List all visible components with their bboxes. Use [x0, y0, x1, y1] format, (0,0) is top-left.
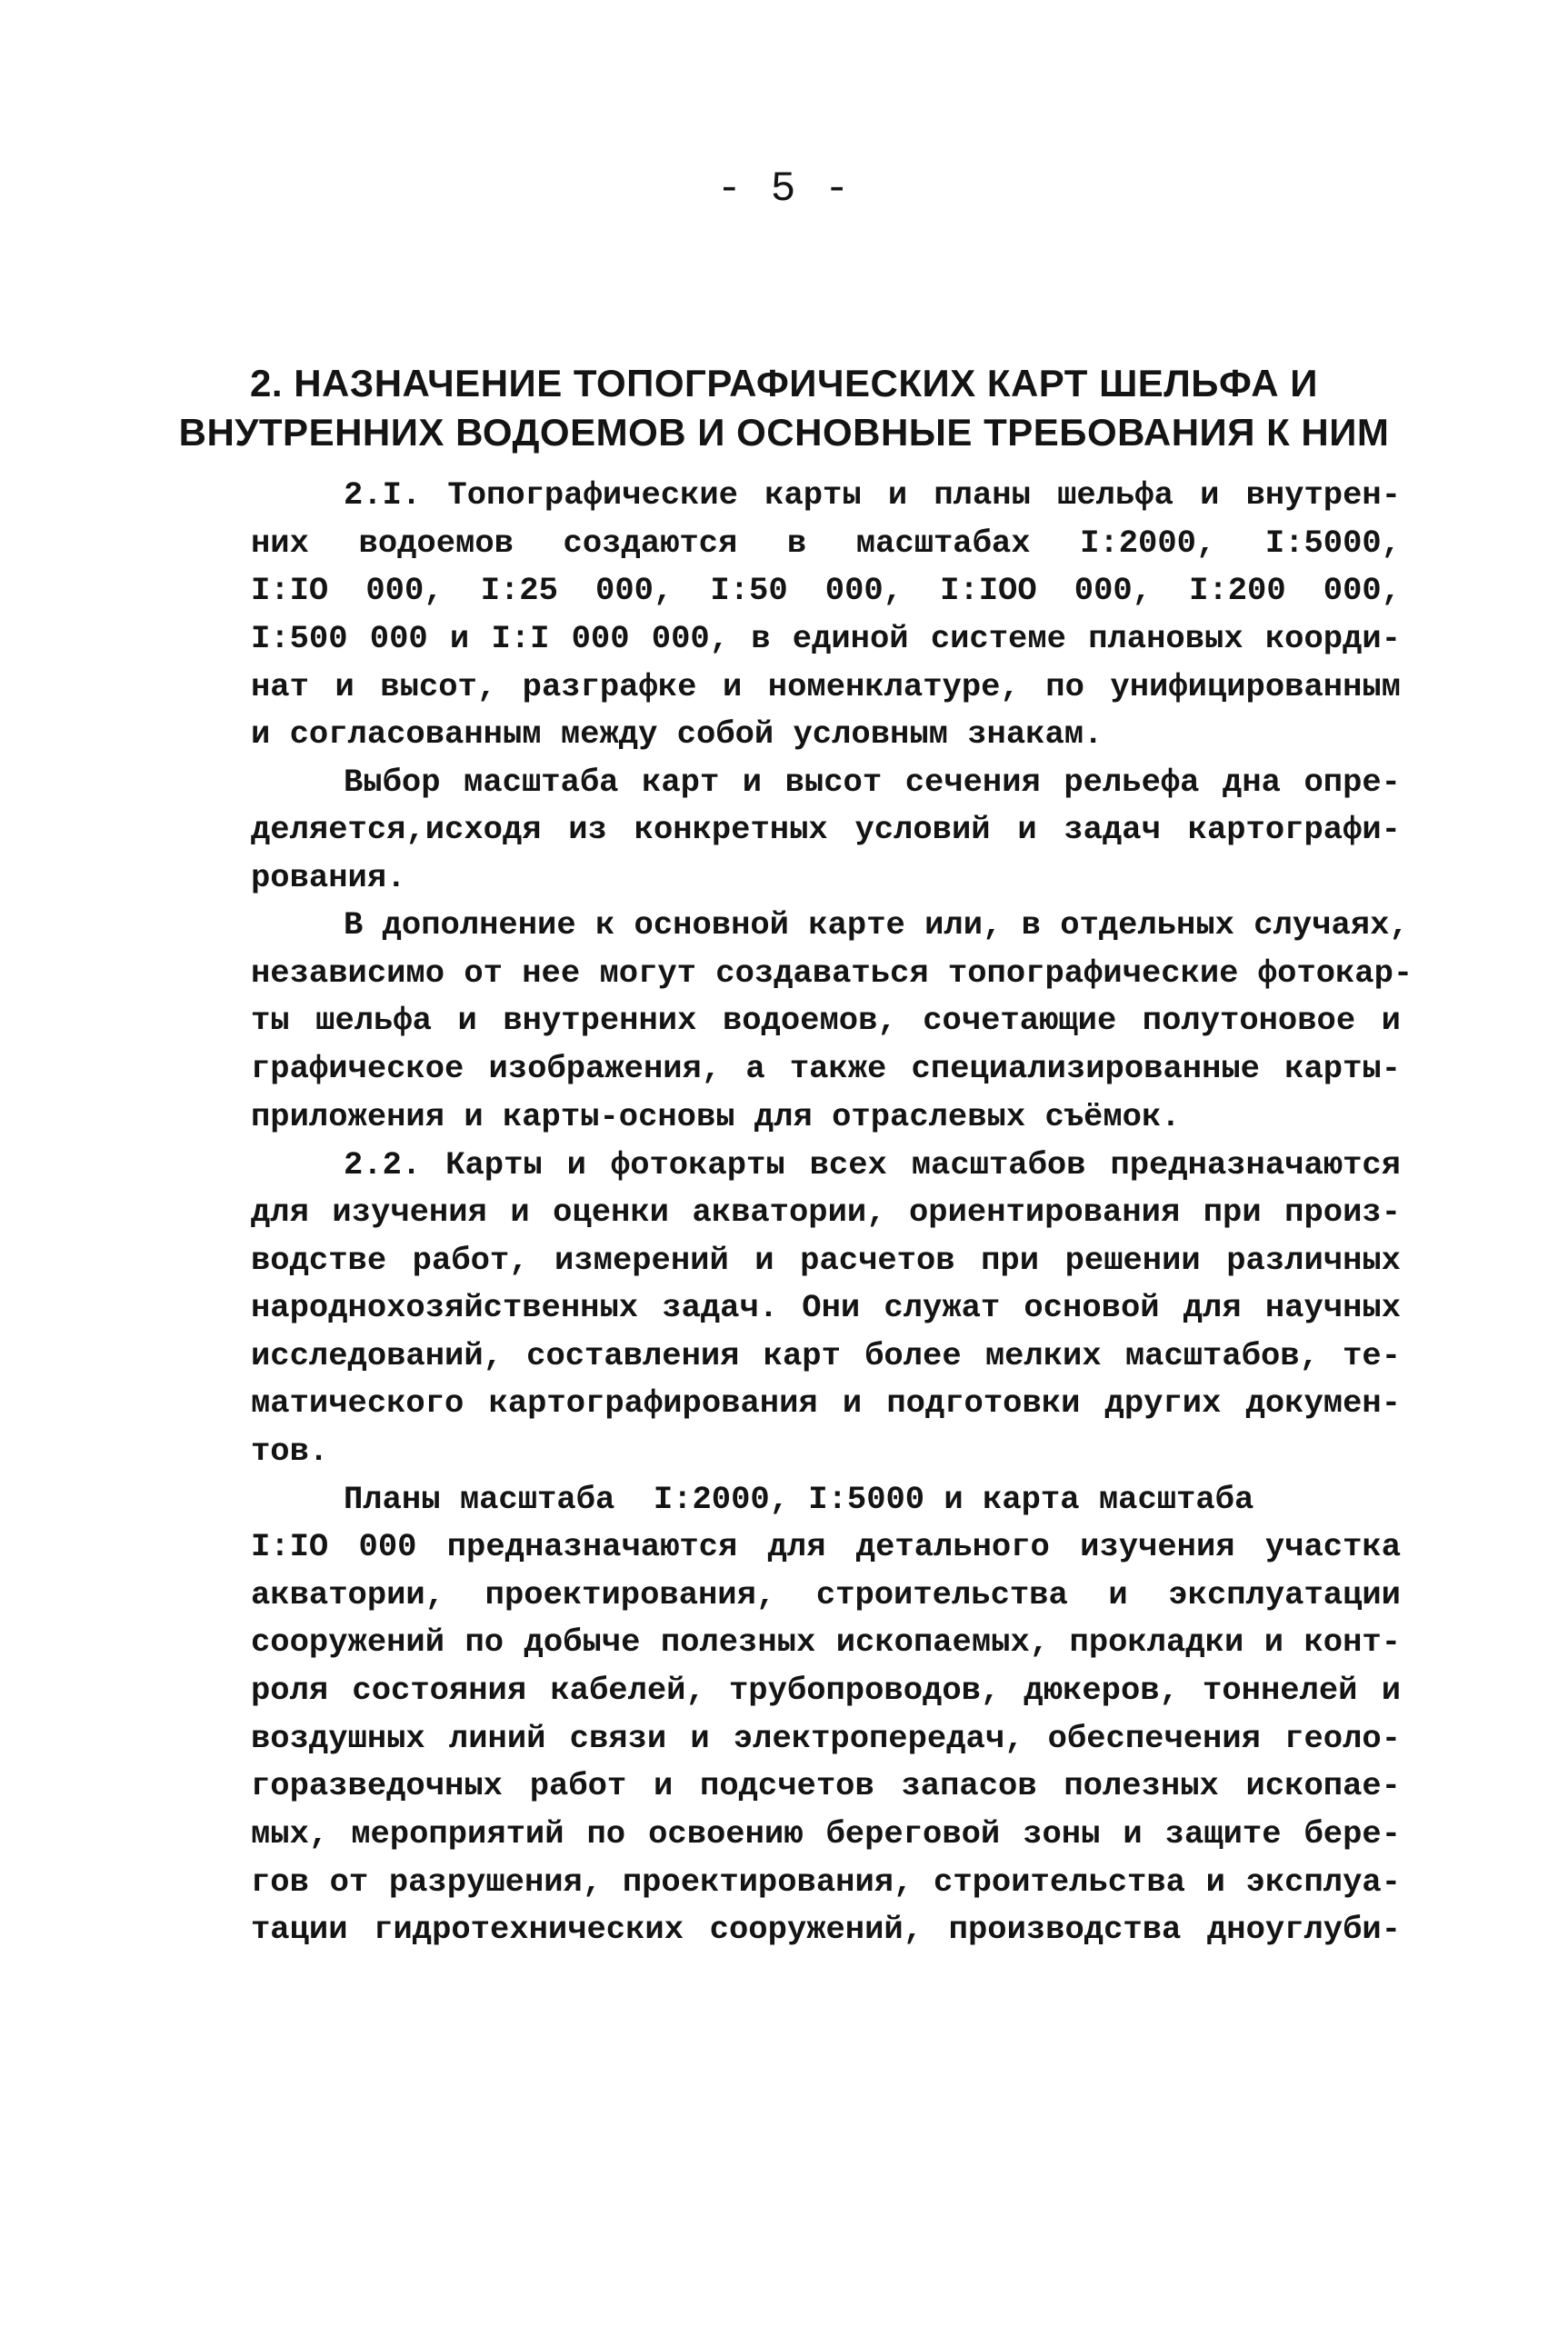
text-line: 2.2. Карты и фотокарты всех масштабов предназначаются	[344, 1146, 1401, 1183]
page-number: - 5 -	[716, 165, 852, 213]
text-line: I:IO 000 предназначаются для детального изучения участка	[251, 1528, 1401, 1565]
text-line: роля состояния кабелей, трубопроводов, дюкеров, тоннелей и	[251, 1672, 1401, 1709]
text-line: мых, мероприятий по освоению береговой зоны и защите бере-	[251, 1815, 1401, 1853]
text-line: графическое изображения, а также специализированные карты-	[251, 1050, 1401, 1087]
text-line: народнохозяйственных задач. Они служат основой для научных	[251, 1289, 1401, 1326]
text-line: исследований, составления карт более мелких масштабов, те-	[251, 1337, 1401, 1374]
text-line: матического картографирования и подготовки других докумен-	[251, 1384, 1401, 1422]
text-line: Выбор масштаба карт и высот сечения рельефа дна опре-	[344, 764, 1401, 801]
text-line: водстве работ, измерений и расчетов при решении различных	[251, 1242, 1401, 1279]
text-line: тов.	[251, 1433, 329, 1470]
text-line: гов от разрушения, проектирования, строительства и эксплуа-	[251, 1863, 1401, 1901]
text-line: В дополнение к основной карте или, в отдельных случаях,	[344, 906, 1409, 944]
text-line: I:IO 000, I:25 000, I:50 000, I:IOO 000, I:200 000,	[251, 572, 1401, 609]
text-line: ты шельфа и внутренних водоемов, сочетающие полутоновое и	[251, 1002, 1401, 1039]
section-heading-line-1: 2. НАЗНАЧЕНИЕ ТОПОГРАФИЧЕСКИХ КАРТ ШЕЛЬФА И	[250, 362, 1318, 404]
text-line: тации гидротехнических сооружений, производства дноуглуби-	[251, 1911, 1401, 1948]
text-line: независимо от нее могут создаваться топографические фотокар-	[251, 954, 1413, 992]
text-line: сооружений по добыче полезных ископаемых, прокладки и конт-	[251, 1623, 1401, 1661]
text-line: воздушных линий связи и электропередач, обеспечения геоло-	[251, 1720, 1401, 1757]
text-line: Планы масштаба I:2000, I:5000 и карта масштаба	[344, 1481, 1254, 1518]
text-line: I:500 000 и I:I 000 000, в единой системе плановых коорди-	[251, 620, 1401, 657]
section-heading-line-2: ВНУТРЕННИХ ВОДОЕМОВ И ОСНОВНЫЕ ТРЕБОВАНИЯ К НИМ	[178, 411, 1390, 454]
text-line: для изучения и оценки акватории, ориентирования при произ-	[251, 1193, 1401, 1231]
text-line: 2.I. Топографические карты и планы шельфа и внутрен-	[344, 476, 1401, 514]
text-line: нат и высот, разграфке и номенклатуре, по унифицированным	[251, 668, 1401, 705]
text-line: них водоемов создаются в масштабах I:2000, I:5000,	[251, 524, 1401, 562]
text-line: горазведочных работ и подсчетов запасов полезных ископае-	[251, 1767, 1401, 1804]
text-line: приложения и карты-основы для отраслевых съёмок.	[251, 1098, 1181, 1135]
text-line: акватории, проектирования, строительства и эксплуатации	[251, 1576, 1401, 1613]
text-line: деляется,исходя из конкретных условий и задач картографи-	[251, 811, 1401, 848]
text-line: и согласованным между собой условным знакам.	[251, 715, 1104, 753]
text-line: рования.	[251, 859, 406, 896]
